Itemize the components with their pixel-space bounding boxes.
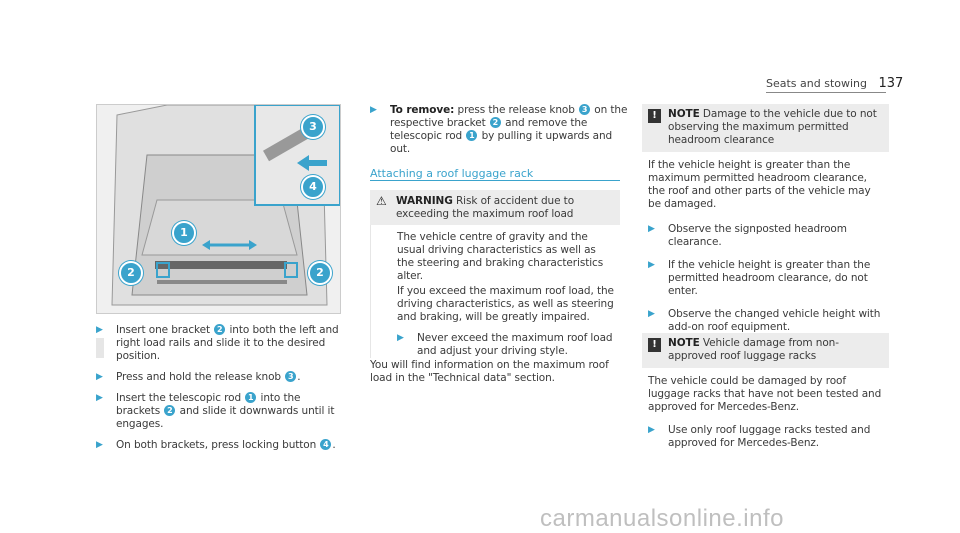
warning-box xyxy=(370,190,620,358)
section-name: Seats and stowing xyxy=(766,77,868,90)
page-number: 137 xyxy=(878,76,904,91)
ref-number: 2 xyxy=(164,405,175,416)
warning-header xyxy=(370,190,620,225)
warning-body xyxy=(370,225,620,358)
step-arrow-icon: ▶ xyxy=(370,105,377,115)
ref-number: 2 xyxy=(214,324,225,335)
step-text: into the brackets xyxy=(116,392,301,417)
section-rule xyxy=(370,180,620,181)
note-para: If the vehicle height is greater than the maximum permitted headroom clearance, the roof and other parts of the vehicle may be damaged. xyxy=(648,159,871,210)
step-arrow-icon: ▶ xyxy=(96,393,103,403)
note2-step-1 xyxy=(648,424,883,450)
step-text: Observe the signposted headroom clearance. xyxy=(668,223,847,248)
step-arrow-icon: ▶ xyxy=(648,425,655,435)
ref-number: 1 xyxy=(245,392,256,403)
ref-number: 1 xyxy=(466,130,477,141)
callout-4: 4 xyxy=(301,175,325,199)
callout-1: 1 xyxy=(172,221,196,245)
step-text: Press and hold the release knob xyxy=(116,371,285,383)
remove-step xyxy=(370,104,635,156)
step-text: . xyxy=(332,439,336,451)
step-text: Observe the changed vehicle height with add-on roof equipment. xyxy=(668,308,881,333)
note2-box xyxy=(642,333,889,450)
step-arrow-icon: ▶ xyxy=(96,372,103,382)
remove-label: To remove: xyxy=(390,104,455,116)
callout-2-right: 2 xyxy=(308,261,332,285)
section-title: Attaching a roof luggage rack xyxy=(370,167,534,180)
step-insert-rod xyxy=(96,392,346,431)
info-text: You will find information on the maximum roof load in the "Technical data" section. xyxy=(370,359,609,384)
warning-para: The vehicle centre of gravity and the usual driving characteristics as well as the steering and braking characteristics alter. xyxy=(397,231,604,282)
note-headline: Damage to the vehicle due to not observing the maximum permitted headroom clearance xyxy=(668,108,877,146)
warning-para: If you exceed the maximum roof load, the driving characteristics, as well as steering and braking, will be greatly impaired. xyxy=(397,285,614,323)
step-arrow-icon: ▶ xyxy=(648,224,655,234)
note1-step-3 xyxy=(648,308,883,334)
step-text: press the release knob xyxy=(454,104,579,116)
note-label: NOTE xyxy=(668,108,700,120)
warning-headline: Risk of accident due to exceeding the maximum roof load xyxy=(396,195,575,220)
note1-step-2 xyxy=(648,259,883,298)
note2-header xyxy=(642,333,889,368)
step-text: and slide it downwards until it engages. xyxy=(116,405,335,430)
ref-number: 2 xyxy=(490,117,501,128)
step-arrow-icon: ▶ xyxy=(397,333,404,343)
step-insert-bracket xyxy=(96,324,346,363)
note-label: NOTE xyxy=(668,337,700,349)
step-arrow-icon: ▶ xyxy=(648,309,655,319)
note1-step-1 xyxy=(648,223,883,249)
step-text: On both brackets, press locking button xyxy=(116,439,320,451)
step-arrow-icon: ▶ xyxy=(96,440,103,450)
step-text: on the respective bracket xyxy=(390,104,628,129)
step-text: Use only roof luggage racks tested and approved for Mercedes-Benz. xyxy=(668,424,871,449)
note-headline: Vehicle damage from non-approved roof luggage racks xyxy=(668,337,839,362)
exclamation-icon: ! xyxy=(648,109,661,123)
callout-3: 3 xyxy=(301,115,325,139)
note-para: The vehicle could be damaged by roof luggage racks that have not been tested and approved for Mercedes-Benz. xyxy=(648,375,882,413)
step-bar xyxy=(96,338,104,358)
step-text: Insert one bracket xyxy=(116,324,214,336)
step-text: . xyxy=(297,371,301,383)
watermark: carmanualsonline.info xyxy=(540,505,784,532)
step-text: Never exceed the maximum roof load and adjust your driving style. xyxy=(417,332,613,357)
step-press-locking xyxy=(96,439,346,452)
warning-icon: ⚠ xyxy=(376,194,387,208)
exclamation-icon: ! xyxy=(648,338,661,352)
trunk-figure xyxy=(96,104,341,314)
running-header xyxy=(766,76,903,91)
callout-2-left: 2 xyxy=(119,261,143,285)
step-text: Insert the telescopic rod xyxy=(116,392,245,404)
step-arrow-icon: ▶ xyxy=(648,260,655,270)
warning-label: WARNING xyxy=(396,195,453,207)
step-press-knob xyxy=(96,371,346,384)
note1-body xyxy=(642,152,889,334)
step-arrow-icon: ▶ xyxy=(96,325,103,335)
note1-header xyxy=(642,104,889,152)
step-text: and remove the telescopic rod xyxy=(390,117,588,142)
step-text: into both the left and right load rails and slide it to the desired position. xyxy=(116,324,339,362)
ref-number: 3 xyxy=(285,371,296,382)
warning-step xyxy=(397,332,614,358)
ref-number: 4 xyxy=(320,439,331,450)
step-text: by pulling it upwards and out. xyxy=(390,130,613,155)
note2-body xyxy=(642,368,889,450)
note1-box xyxy=(642,104,889,334)
ref-number: 3 xyxy=(579,104,590,115)
left-steps xyxy=(96,324,346,452)
step-text: If the vehicle height is greater than the permitted headroom clearance, do not enter. xyxy=(668,259,871,297)
header-rule xyxy=(766,92,886,93)
